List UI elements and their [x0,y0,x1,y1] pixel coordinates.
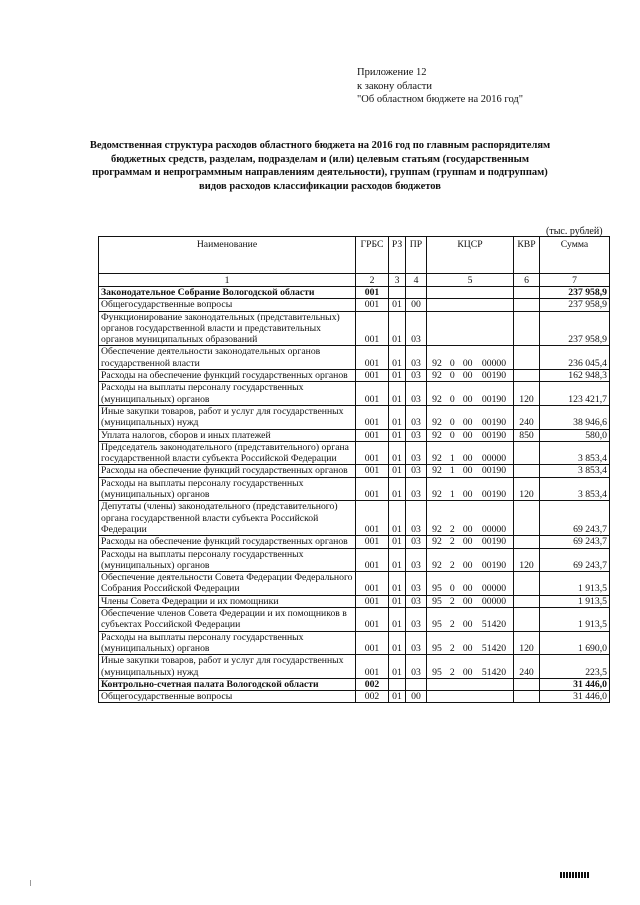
row-kvr [514,595,540,607]
kcsr-event: 00 [462,642,473,654]
kcsr-event: 00 [462,453,473,465]
table-row [99,311,610,346]
row-kcsr [427,477,514,501]
row-grbs: 001 [356,287,389,299]
row-kvr [514,501,540,536]
kcsr-program: 95 [432,595,442,607]
row-name: Расходы на выплаты персоналу государственных (муниципальных) органов [99,477,356,501]
table-row [99,631,610,655]
row-sum: 3 853,4 [540,477,610,501]
kcsr-program: 92 [432,393,442,405]
row-kvr [514,346,540,370]
kcsr-subprogram: 2 [449,559,455,571]
row-grbs: 001 [356,572,389,596]
table-row [99,536,610,548]
row-pr: 03 [406,501,427,536]
row-kvr [514,299,540,311]
row-pr: 03 [406,346,427,370]
row-rz: 01 [389,477,406,501]
row-sum: 1 913,5 [540,572,610,596]
row-pr: 03 [406,631,427,655]
column-number: 6 [514,274,540,287]
row-pr: 03 [406,429,427,441]
row-kvr [514,608,540,632]
row-pr: 03 [406,608,427,632]
row-rz: 01 [389,691,406,703]
column-number: 2 [356,274,389,287]
kcsr-subprogram: 2 [449,595,455,607]
row-sum: 69 243,7 [540,536,610,548]
row-kvr [514,536,540,548]
row-sum: 223,5 [540,655,610,679]
table-row [99,572,610,596]
kcsr-direction: 51420 [481,642,507,654]
row-kcsr [427,429,514,441]
table-row [99,429,610,441]
row-grbs: 001 [356,536,389,548]
header-rz: РЗ [389,237,406,274]
kcsr-subprogram: 2 [449,523,455,535]
kcsr-event: 00 [462,523,473,535]
row-rz: 01 [389,405,406,429]
row-kvr [514,691,540,703]
row-name: Иные закупки товаров, работ и услуг для государственных (муниципальных) нужд [99,655,356,679]
row-grbs: 001 [356,465,389,477]
kcsr-program: 92 [432,536,442,548]
kcsr-direction: 00190 [481,536,507,548]
row-kvr: 850 [514,429,540,441]
row-sum: 3 853,4 [540,465,610,477]
table-row [99,382,610,406]
row-rz [389,678,406,690]
row-sum: 580,0 [540,429,610,441]
row-kcsr [427,572,514,596]
row-sum: 69 243,7 [540,501,610,536]
row-kcsr [427,405,514,429]
kcsr-event: 00 [462,583,473,595]
kcsr-event: 00 [462,489,473,501]
kcsr-subprogram: 0 [449,393,455,405]
row-kcsr [427,691,514,703]
kcsr-program: 95 [432,583,442,595]
column-number-row [99,274,610,287]
row-rz: 01 [389,548,406,572]
kcsr-event: 00 [462,393,473,405]
table-row [99,441,610,465]
row-name: Общегосударственные вопросы [99,299,356,311]
kcsr-program: 92 [432,465,442,477]
row-rz: 01 [389,536,406,548]
row-rz: 01 [389,346,406,370]
kcsr-program: 92 [432,559,442,571]
row-pr: 03 [406,477,427,501]
kcsr-event: 00 [462,559,473,571]
column-number: 1 [99,274,356,287]
table-row [99,405,610,429]
kcsr-direction: 00000 [481,595,507,607]
row-name: Функционирование законодательных (представительных) органов государственной власти и представительных органов муниципальных образований [99,311,356,346]
appendix-number: Приложение 12 [357,67,427,78]
row-grbs: 001 [356,595,389,607]
table-row [99,299,610,311]
row-sum: 69 243,7 [540,548,610,572]
row-kcsr [427,441,514,465]
row-name: Обеспечение деятельности Совета Федерации Федерального Собрания Российской Федерации [99,572,356,596]
kcsr-subprogram: 0 [449,583,455,595]
table-row [99,691,610,703]
row-kvr [514,441,540,465]
row-rz: 01 [389,429,406,441]
kcsr-program: 92 [432,523,442,535]
kcsr-event: 00 [462,666,473,678]
scan-barcode-mark [560,872,590,878]
kcsr-program: 92 [432,429,442,441]
kcsr-event: 00 [462,429,473,441]
row-pr: 03 [406,548,427,572]
row-rz [389,287,406,299]
row-grbs: 001 [356,477,389,501]
row-kcsr [427,465,514,477]
row-name: Обеспечение членов Совета Федерации и их помощников в субъектах Российской Федерации [99,608,356,632]
row-kvr: 240 [514,655,540,679]
kcsr-direction: 00190 [481,429,507,441]
row-name: Общегосударственные вопросы [99,691,356,703]
row-rz: 01 [389,311,406,346]
row-sum: 1 690,0 [540,631,610,655]
kcsr-subprogram: 0 [449,357,455,369]
row-kvr [514,678,540,690]
kcsr-direction: 51420 [481,619,507,631]
row-sum: 237 958,9 [540,287,610,299]
appendix-law: к закону области [357,80,432,92]
row-rz: 01 [389,299,406,311]
row-grbs: 001 [356,655,389,679]
header-grbs: ГРБС [356,237,389,274]
kcsr-program: 95 [432,619,442,631]
table-header-row [99,237,610,274]
row-kcsr [427,382,514,406]
appendix-law-title: "Об областном бюджете на 2016 год" [357,94,524,105]
row-sum: 3 853,4 [540,441,610,465]
row-kcsr [427,299,514,311]
kcsr-subprogram: 2 [449,619,455,631]
header-kvr: КВР [514,237,540,274]
kcsr-event: 00 [462,595,473,607]
row-pr: 03 [406,370,427,382]
row-pr: 00 [406,299,427,311]
row-name: Расходы на выплаты персоналу государственных (муниципальных) органов [99,382,356,406]
document-title: Ведомственная структура расходов областного бюджета на 2016 год по главным распорядителям бюджетных средств, разделам, подразделам и (или) целевым статьям (государственным программам и непрограммным направлениям деятельности), группам (группам и подгруппам) видов расходов классификации расходов бюджетов [89,140,551,192]
row-grbs: 001 [356,429,389,441]
row-sum: 123 421,7 [540,382,610,406]
row-rz: 01 [389,572,406,596]
kcsr-subprogram: 1 [449,489,455,501]
kcsr-program: 92 [432,453,442,465]
row-grbs: 001 [356,548,389,572]
row-rz: 01 [389,608,406,632]
kcsr-program: 92 [432,357,442,369]
row-grbs: 001 [356,382,389,406]
row-grbs: 001 [356,311,389,346]
kcsr-direction: 00000 [481,523,507,535]
table-row [99,477,610,501]
kcsr-program: 92 [432,489,442,501]
column-number: 7 [540,274,610,287]
row-grbs: 001 [356,631,389,655]
row-kcsr [427,631,514,655]
kcsr-program: 95 [432,642,442,654]
row-name: Контрольно-счетная палата Вологодской области [99,678,356,690]
row-pr [406,678,427,690]
kcsr-subprogram: 0 [449,370,455,382]
row-kcsr [427,595,514,607]
row-grbs: 001 [356,608,389,632]
row-kcsr [427,346,514,370]
row-rz: 01 [389,631,406,655]
row-kcsr [427,370,514,382]
appendix-reference [357,66,523,107]
row-sum: 1 913,5 [540,595,610,607]
table-row [99,501,610,536]
row-name: Законодательное Собрание Вологодской области [99,287,356,299]
row-kcsr [427,548,514,572]
row-grbs: 001 [356,346,389,370]
row-name: Уплата налогов, сборов и иных платежей [99,429,356,441]
row-kcsr [427,678,514,690]
row-name: Расходы на выплаты персоналу государственных (муниципальных) органов [99,548,356,572]
kcsr-subprogram: 2 [449,642,455,654]
table-row [99,595,610,607]
row-name: Расходы на обеспечение функций государственных органов [99,536,356,548]
units-label: (тыс. рублей) [546,226,603,237]
row-pr: 00 [406,691,427,703]
header-sum: Сумма [540,237,610,274]
kcsr-direction: 00190 [481,393,507,405]
row-name: Депутаты (члены) законодательного (представительного) органа государственной власти субъекта Российской Федерации [99,501,356,536]
row-rz: 01 [389,655,406,679]
row-grbs: 002 [356,678,389,690]
row-kcsr [427,287,514,299]
row-sum: 38 946,6 [540,405,610,429]
row-kvr [514,465,540,477]
row-grbs: 002 [356,691,389,703]
kcsr-event: 00 [462,370,473,382]
table-row [99,678,610,690]
row-pr: 03 [406,655,427,679]
kcsr-direction: 00190 [481,417,507,429]
kcsr-direction: 00190 [481,465,507,477]
row-pr [406,287,427,299]
column-number: 3 [389,274,406,287]
row-name: Расходы на обеспечение функций государственных органов [99,465,356,477]
row-rz: 01 [389,595,406,607]
row-name: Иные закупки товаров, работ и услуг для государственных (муниципальных) нужд [99,405,356,429]
budget-table [98,236,610,703]
row-rz: 01 [389,370,406,382]
row-name: Расходы на обеспечение функций государственных органов [99,370,356,382]
table-row [99,465,610,477]
kcsr-direction: 00000 [481,453,507,465]
row-rz: 01 [389,465,406,477]
row-name: Члены Совета Федерации и их помощники [99,595,356,607]
column-number: 4 [406,274,427,287]
row-name: Обеспечение деятельности законодательных органов государственной власти [99,346,356,370]
kcsr-program: 92 [432,417,442,429]
row-pr: 03 [406,441,427,465]
row-sum: 31 446,0 [540,678,610,690]
header-name: Наименование [99,237,356,274]
table-row [99,346,610,370]
row-grbs: 001 [356,299,389,311]
row-name: Председатель законодательного (представительного) органа государственной власти субъекта Российской Федерации [99,441,356,465]
row-sum: 162 948,3 [540,370,610,382]
table-row [99,370,610,382]
row-sum: 1 913,5 [540,608,610,632]
scan-edge-mark [30,880,31,886]
row-kcsr [427,311,514,346]
kcsr-event: 00 [462,465,473,477]
row-kvr: 240 [514,405,540,429]
row-pr: 03 [406,595,427,607]
column-number: 5 [427,274,514,287]
row-kvr: 120 [514,477,540,501]
kcsr-subprogram: 0 [449,417,455,429]
kcsr-direction: 00190 [481,559,507,571]
kcsr-program: 95 [432,666,442,678]
header-kcsr: КЦСР [427,237,514,274]
row-sum: 236 045,4 [540,346,610,370]
row-kvr: 120 [514,548,540,572]
row-pr: 03 [406,382,427,406]
kcsr-event: 00 [462,536,473,548]
row-sum: 31 446,0 [540,691,610,703]
row-grbs: 001 [356,501,389,536]
table-row [99,655,610,679]
kcsr-program: 92 [432,370,442,382]
row-grbs: 001 [356,405,389,429]
row-kcsr [427,608,514,632]
row-pr: 03 [406,311,427,346]
row-pr: 03 [406,536,427,548]
row-pr: 03 [406,465,427,477]
kcsr-subprogram: 2 [449,536,455,548]
row-grbs: 001 [356,370,389,382]
row-rz: 01 [389,441,406,465]
kcsr-direction: 00000 [481,357,507,369]
row-sum: 237 958,9 [540,311,610,346]
row-sum: 237 958,9 [540,299,610,311]
header-pr: ПР [406,237,427,274]
row-pr: 03 [406,405,427,429]
kcsr-event: 00 [462,417,473,429]
row-pr: 03 [406,572,427,596]
row-kcsr [427,655,514,679]
kcsr-subprogram: 1 [449,465,455,477]
kcsr-direction: 51420 [481,666,507,678]
row-name: Расходы на выплаты персоналу государственных (муниципальных) органов [99,631,356,655]
row-grbs: 001 [356,441,389,465]
row-kvr [514,311,540,346]
kcsr-subprogram: 2 [449,666,455,678]
kcsr-direction: 00190 [481,489,507,501]
row-kvr [514,572,540,596]
kcsr-subprogram: 0 [449,429,455,441]
kcsr-event: 00 [462,619,473,631]
kcsr-subprogram: 1 [449,453,455,465]
kcsr-direction: 00190 [481,370,507,382]
kcsr-event: 00 [462,357,473,369]
row-kvr: 120 [514,382,540,406]
row-kvr [514,370,540,382]
row-kcsr [427,536,514,548]
row-kcsr [427,501,514,536]
kcsr-direction: 00000 [481,583,507,595]
row-kvr: 120 [514,631,540,655]
table-row [99,608,610,632]
table-row [99,287,610,299]
table-row [99,548,610,572]
row-kvr [514,287,540,299]
row-rz: 01 [389,501,406,536]
row-rz: 01 [389,382,406,406]
